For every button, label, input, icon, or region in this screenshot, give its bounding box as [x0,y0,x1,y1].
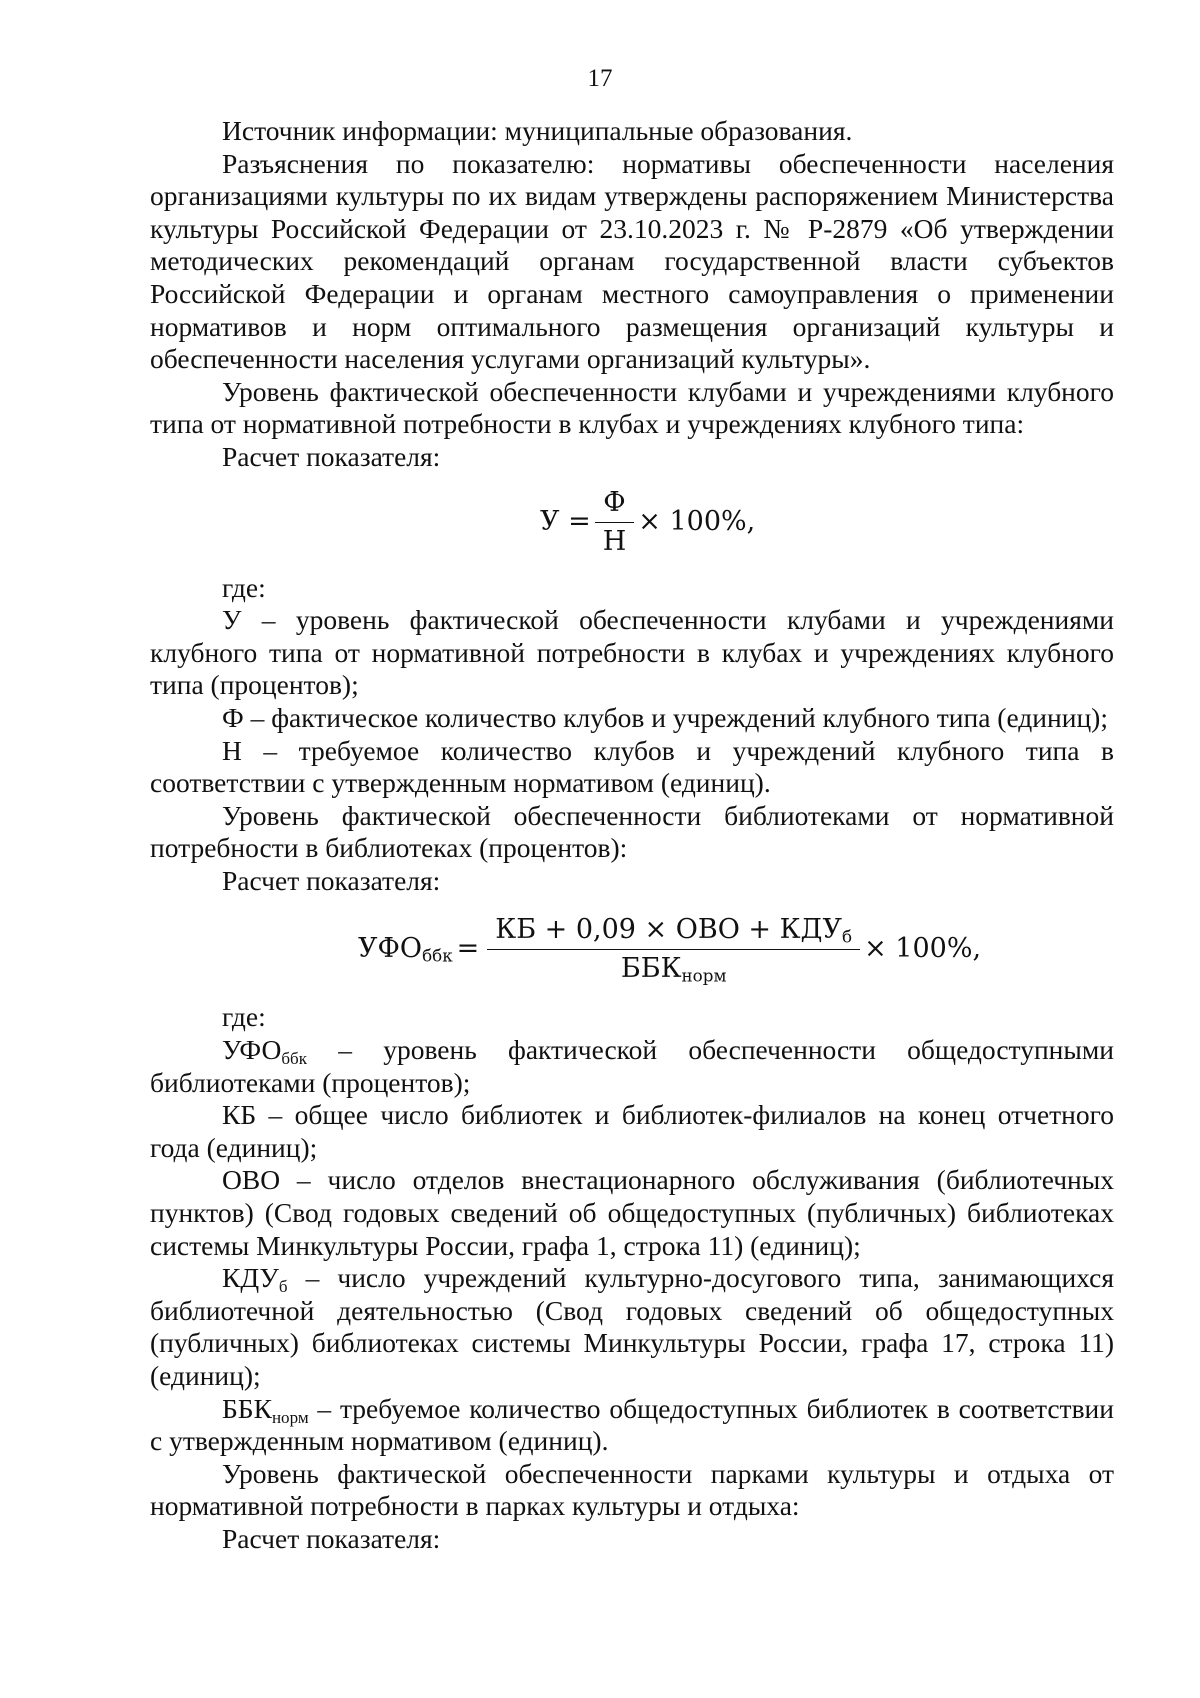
formula-lib-lhs-sub: ббк [422,945,453,966]
definition-ufo [150,1034,1114,1099]
calc-label-3: Расчет показателя: [222,1522,441,1554]
page-number: 17 [587,65,613,92]
where-label-2: где: [222,1001,266,1033]
formula-lib-lhs [358,933,453,966]
formula-lib-fraction [491,914,856,985]
definition-ufo-text: – уровень фактической обеспеченности общедоступными библиотеками (процентов); [150,1034,1114,1098]
definition-kdu [150,1262,1114,1392]
formula-lib-eq: = [456,933,480,965]
formula-clubs-fraction [599,487,631,558]
definition-ovo: ОВО – число отделов внестационарного обслуживания (библиотечных пунктов) (Свод годовых сведений об общедоступных (публичных) библиотеках системы Минкультуры России, графа 1, строка 11) (единиц); [150,1164,1114,1261]
formula-clubs-numerator: Ф [603,487,626,519]
formula-lib-tail: × 100%, [864,933,982,965]
formula-clubs-denominator: Н [595,522,635,558]
formula-clubs [150,474,1114,572]
formula-clubs-lhs: У = [540,506,591,538]
clubs-intro-paragraph: Уровень фактической обеспеченности клубами и учреждениями клубного типа от нормативной потребности в клубах и учреждениях клубного типа: [150,375,1114,440]
library-intro-paragraph: Уровень фактической обеспеченности библиотеками от нормативной потребности в библиотеках (процентов): [150,799,1114,864]
definition-kb: КБ – общее число библиотек и библиотек-филиалов на конец отчетного года (единиц); [150,1099,1114,1163]
definition-ufo-sub: ббк [281,1048,307,1068]
definition-kdu-sub: б [278,1276,288,1296]
document-body [150,115,1114,1556]
parks-intro-paragraph: Уровень фактической обеспеченности парками культуры и отдыха от нормативной потребности в парках культуры и отдыха: [150,1457,1114,1522]
formula-lib-numerator-text: КБ + 0,09 × ОВО + КДУ [495,913,842,945]
definition-bbk-term: ББК [222,1392,272,1424]
formula-lib-denominator-base: ББК [620,952,682,984]
definition-kdu-text: – число учреждений культурно-досугового типа, занимающихся библиотечной деятельностью (Свод годовых сведений об общедоступных (публичных) библиотеках системы Минкультуры России, графа 17, строка 11) (единиц); [150,1262,1114,1391]
formula-clubs-tail: × 100%, [638,506,756,538]
definition-bbk-text: – требуемое количество общедоступных библиотек в соответствии с утвержденным нормативом (единиц). [150,1392,1114,1457]
formula-lib-denominator-sub: норм [681,965,727,986]
formula-libraries [150,897,1114,1001]
definition-bbk-sub: норм [271,1407,309,1427]
definition-bbk [150,1393,1114,1458]
definition-f: Ф – фактическое количество клубов и учреждений клубного типа (единиц); [222,701,1108,733]
formula-lib-denominator [487,949,860,985]
explanation-paragraph: Разъяснения по показателю: нормативы обеспеченности населения организациями культуры по их видам утверждены распоряжением Министерства культуры Российской Федерации от 23.10.2023 г. № Р-2879 «Об утверждении методических рекомендаций органам государственной власти субъектов Российской Федерации и органам местного самоуправления о применении нормативов и норм оптимального размещения организаций культуры и обеспеченности населения услугами организаций культуры». [150,147,1114,375]
formula-lib-lhs-base: УФО [358,933,423,965]
where-label-1: где: [222,571,266,603]
source-paragraph: Источник информации: муниципальные образования. [222,115,853,146]
definition-n: Н – требуемое количество клубов и учреждений клубного типа в соответствии с утвержденным нормативом (единиц). [150,734,1114,799]
definition-ufo-term: УФО [222,1034,282,1066]
calc-label-2: Расчет показателя: [222,864,441,896]
formula-lib-numerator-sub: б [842,926,853,947]
definition-u: У – уровень фактической обеспеченности клубами и учреждениями клубного типа от нормативной потребности в клубах и учреждениях клубного типа (процентов); [150,604,1114,701]
formula-lib-numerator [491,914,856,949]
calc-label-1: Расчет показателя: [222,440,441,472]
definition-kdu-term: КДУ [222,1262,279,1294]
